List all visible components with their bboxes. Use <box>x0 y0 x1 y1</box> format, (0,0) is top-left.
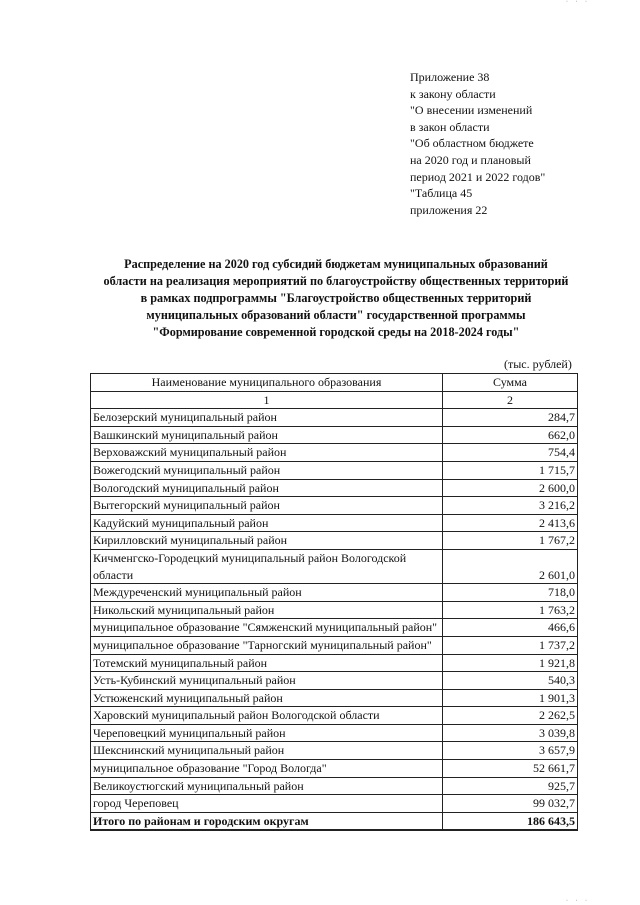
table-row <box>91 532 578 550</box>
table-row <box>91 426 578 444</box>
table-row <box>91 689 578 707</box>
subsidy-amount: 3 657,9 <box>443 742 578 760</box>
table-row <box>91 479 578 497</box>
table-row <box>91 461 578 479</box>
table-row <box>91 707 578 725</box>
municipality-name: Тотемский муниципальный район <box>91 654 443 672</box>
subsidy-amount: 662,0 <box>443 426 578 444</box>
table-row <box>91 742 578 760</box>
appendix-line: к закону области <box>410 86 496 101</box>
municipality-name: Шекснинский муниципальный район <box>91 742 443 760</box>
table-row <box>91 549 578 583</box>
table-row <box>91 444 578 462</box>
total-label: Итого по районам и городским округам <box>91 812 443 830</box>
appendix-reference <box>410 69 610 218</box>
municipality-name: Череповецкий муниципальный район <box>91 724 443 742</box>
column-number-row <box>91 391 578 409</box>
municipality-name: Кадуйский муниципальный район <box>91 514 443 532</box>
table-row <box>91 795 578 813</box>
municipality-name: Белозерский муниципальный район <box>91 409 443 427</box>
subsidy-amount: 2 601,0 <box>443 549 578 583</box>
total-row <box>91 812 578 830</box>
municipality-name: Никольский муниципальный район <box>91 601 443 619</box>
title-line: области на реализация мероприятий по благоустройству общественных территорий <box>103 274 569 288</box>
municipality-name: Вытегорский муниципальный район <box>91 497 443 515</box>
subsidy-amount: 1 737,2 <box>443 636 578 654</box>
table-row <box>91 724 578 742</box>
appendix-line: на 2020 год и плановый <box>410 152 531 167</box>
table-row <box>91 654 578 672</box>
subsidy-amount: 284,7 <box>443 409 578 427</box>
municipality-name: Междуреченский муниципальный район <box>91 584 443 602</box>
appendix-line: Приложение 38 <box>410 70 490 84</box>
municipality-name: муниципальное образование "Тарногский муниципальный район" <box>91 636 443 654</box>
subsidy-amount: 925,7 <box>443 777 578 795</box>
table-row <box>91 619 578 637</box>
subsidy-table <box>90 373 578 831</box>
appendix-line: "Таблица 45 <box>410 186 473 201</box>
municipality-name: город Череповец <box>91 795 443 813</box>
appendix-line: период 2021 и 2022 годов" <box>410 169 546 184</box>
subsidy-amount: 1 715,7 <box>443 461 578 479</box>
document-title <box>100 256 572 341</box>
municipality-name: Великоустюгский муниципальный район <box>91 777 443 795</box>
table-row <box>91 601 578 619</box>
table-row <box>91 777 578 795</box>
scan-artifact-bottom: · · · <box>566 899 590 903</box>
subsidy-amount: 2 262,5 <box>443 707 578 725</box>
subsidy-amount: 754,4 <box>443 444 578 462</box>
municipality-name: Устюженский муниципальный район <box>91 689 443 707</box>
municipality-name: Кирилловский муниципальный район <box>91 532 443 550</box>
appendix-line: "Об областном бюджете <box>410 136 534 151</box>
table-row <box>91 636 578 654</box>
municipality-name: муниципальное образование "Сямженский муниципальный район" <box>91 619 443 637</box>
units-label: (тыс. рублей) <box>504 357 572 371</box>
subsidy-amount: 718,0 <box>443 584 578 602</box>
appendix-line: приложения 22 <box>410 202 488 217</box>
scan-artifact-top: · · · <box>566 0 590 4</box>
title-line: "Формирование современной городской среды на 2018-2024 годы" <box>152 325 520 339</box>
title-line: в рамках подпрограммы "Благоустройство общественных территорий <box>140 291 532 305</box>
appendix-line: "О внесении изменений <box>410 103 533 118</box>
column-number: 1 <box>91 391 443 409</box>
title-line: Распределение на 2020 год субсидий бюджетам муниципальных образований <box>124 257 548 271</box>
subsidy-amount: 1 921,8 <box>443 654 578 672</box>
header-sum: Сумма <box>443 374 578 392</box>
municipality-name: Верховажский муниципальный район <box>91 444 443 462</box>
subsidy-amount: 99 032,7 <box>443 795 578 813</box>
title-line: муниципальных образований области" государственной программы <box>146 308 526 322</box>
appendix-line: в закон области <box>410 119 490 134</box>
column-number: 2 <box>443 391 578 409</box>
table-row <box>91 497 578 515</box>
municipality-name: Усть-Кубинский муниципальный район <box>91 672 443 690</box>
subsidy-amount: 52 661,7 <box>443 760 578 778</box>
table-header-row <box>91 374 578 392</box>
municipality-name: Вашкинский муниципальный район <box>91 426 443 444</box>
subsidy-amount: 3 216,2 <box>443 497 578 515</box>
municipality-name: Вологодский муниципальный район <box>91 479 443 497</box>
municipality-name: Кичменгско-Городецкий муниципальный район Вологодской области <box>91 549 443 583</box>
table-row <box>91 409 578 427</box>
table-row <box>91 760 578 778</box>
municipality-name: Харовский муниципальный район Вологодской области <box>91 707 443 725</box>
municipality-name: муниципальное образование "Город Вологда" <box>91 760 443 778</box>
total-amount: 186 643,5 <box>443 812 578 830</box>
subsidy-amount: 1 901,3 <box>443 689 578 707</box>
subsidy-amount: 2 600,0 <box>443 479 578 497</box>
municipality-name: Вожегодский муниципальный район <box>91 461 443 479</box>
table-row <box>91 514 578 532</box>
subsidy-amount: 2 413,6 <box>443 514 578 532</box>
subsidy-amount: 466,6 <box>443 619 578 637</box>
subsidy-amount: 3 039,8 <box>443 724 578 742</box>
subsidy-amount: 540,3 <box>443 672 578 690</box>
subsidy-amount: 1 763,2 <box>443 601 578 619</box>
table-row <box>91 672 578 690</box>
subsidy-amount: 1 767,2 <box>443 532 578 550</box>
header-name: Наименование муниципального образования <box>91 374 443 392</box>
table-row <box>91 584 578 602</box>
